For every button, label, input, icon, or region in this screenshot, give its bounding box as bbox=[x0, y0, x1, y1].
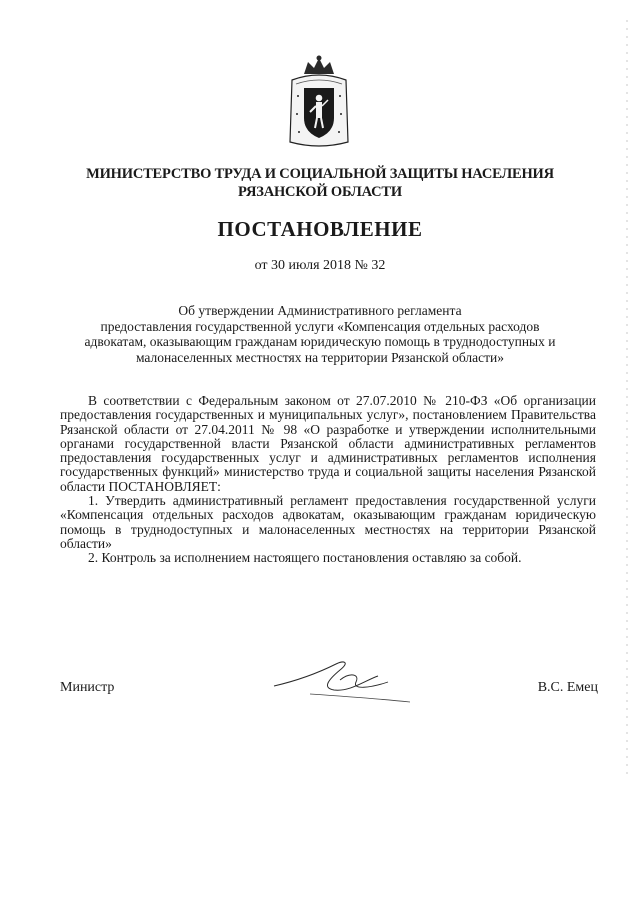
subject-line-1: Об утверждении Административного регламента bbox=[178, 303, 462, 318]
ministry-name bbox=[60, 165, 580, 201]
ministry-line-1: МИНИСТЕРСТВО ТРУДА И СОЦИАЛЬНОЙ ЗАЩИТЫ НАСЕЛЕНИЯ bbox=[86, 166, 554, 182]
document-subject bbox=[70, 303, 570, 365]
handwritten-signature-icon bbox=[270, 650, 420, 708]
signatory-name: В.С. Емец bbox=[537, 680, 598, 695]
resolution-item-1: 1. Утвердить административный регламент предоставления государственной услуги «Компенсация отдельных расходов адвокатам, оказывающим гражданам юридическую помощь в труднодоступных и малонаселенных местностях на территории Рязанской области» bbox=[60, 493, 596, 551]
scan-edge-marks bbox=[622, 20, 632, 780]
resolution-item-2: 2. Контроль за исполнением настоящего постановления оставляю за собой. bbox=[88, 550, 522, 566]
document-date-number: от 30 июля 2018 № 32 bbox=[254, 258, 386, 273]
subject-line-4: малонаселенных местностях на территории Рязанской области» bbox=[135, 349, 504, 365]
subject-line-3: адвокатам, оказывающим гражданам юридическую помощь в труднодоступных и bbox=[84, 334, 556, 349]
preamble-paragraph: В соответствии с Федеральным законом от 27.07.2010 № 210-ФЗ «Об организации предоставления государственных и муниципальных услуг», постановлением Правительства Рязанской области от 27.04.2011 № 98 «О разработке и утверждении исполнительными органами государственной власти Рязанской области административных регламентов предоставления государственных услуг и административных регламентов исполнения государственных функций» министерство труда и социальной защиты населения Рязанской области ПОСТАНОВЛЯЕТ: bbox=[60, 393, 596, 494]
ryazan-coat-of-arms-icon bbox=[286, 54, 352, 152]
subject-line-2: предоставления государственной услуги «Компенсация отдельных расходов bbox=[100, 318, 540, 334]
ministry-line-2: РЯЗАНСКОЙ ОБЛАСТИ bbox=[238, 184, 402, 200]
document-body bbox=[60, 394, 596, 566]
document-type-title: ПОСТАНОВЛЕНИЕ bbox=[217, 217, 423, 241]
signatory-role: Министр bbox=[60, 680, 115, 695]
